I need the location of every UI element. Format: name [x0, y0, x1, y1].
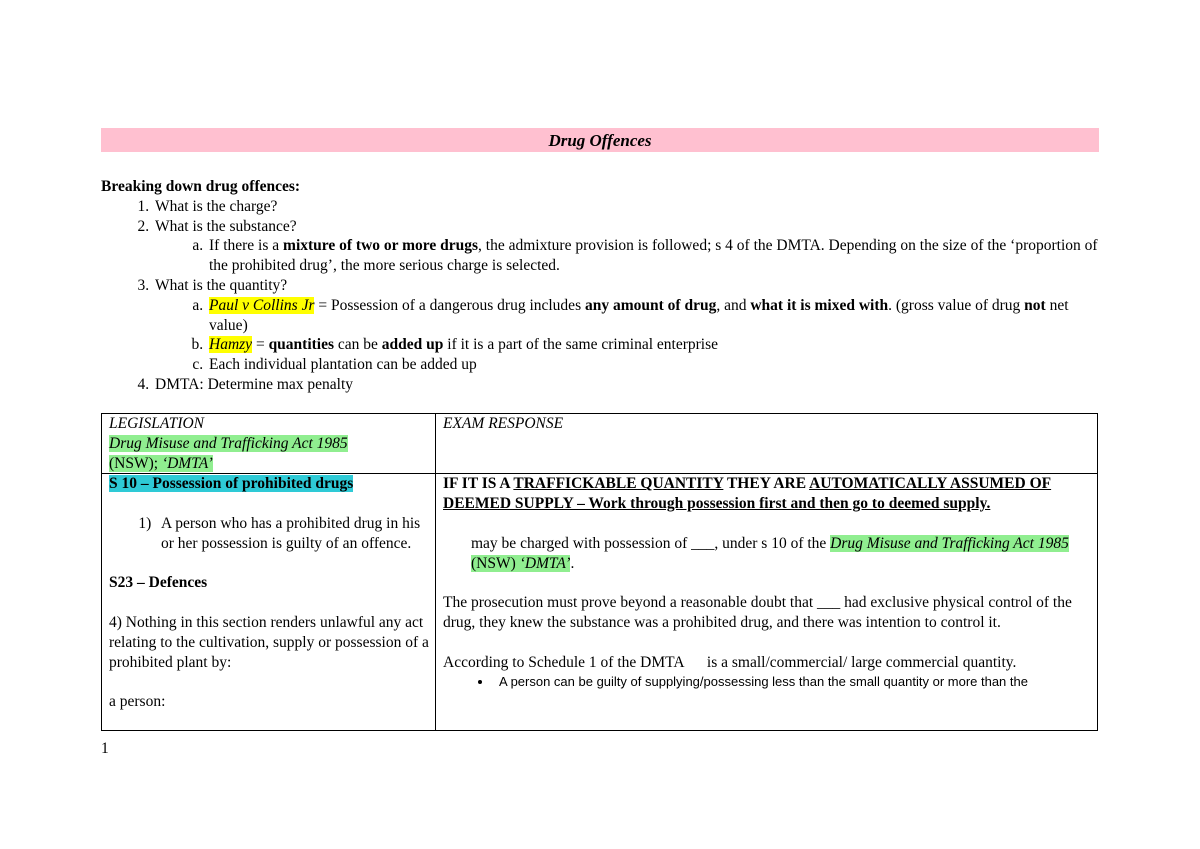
text: ‘DMTA’ — [161, 454, 213, 472]
steps-list — [101, 197, 1101, 395]
text: (NSW) — [471, 554, 520, 572]
step-substance: What is the substance? — [155, 217, 297, 235]
case-name-highlight: Hamzy — [209, 336, 253, 354]
section-23-heading: S23 – Defences — [109, 574, 208, 592]
bold-text: mixture of two or more drugs — [283, 237, 479, 255]
page-number: 1 — [101, 740, 109, 757]
charge-paragraph — [443, 534, 1091, 574]
text: . (gross value of drug — [888, 296, 1025, 314]
act-name-highlight: Drug Misuse and Trafficking Act 1985 — [109, 434, 348, 452]
list-item — [207, 296, 1101, 336]
list-item: 1. A person who has a prohibited drug in his or her possession is guilty of an offence. — [159, 514, 429, 554]
list-item: • A person can be guilty of supplying/possessing less than the small quantity or more than the — [493, 672, 1091, 692]
legislation-body-cell — [102, 474, 436, 731]
list-item — [207, 335, 1101, 355]
act-suffix — [471, 555, 570, 572]
bold-text: any amount of drug — [584, 296, 717, 314]
text: ‘DMTA’ — [519, 554, 571, 572]
text: , the admixture provision is followed; s 4 of the DMTA. Depending on the size of the ‘proportion of the prohibited drug’, the more serious charge is selected. — [209, 237, 1098, 275]
quantity-sublist — [155, 296, 1101, 375]
section-23-person: a person: — [109, 693, 166, 711]
text: if it is a part of the same criminal enterprise — [443, 336, 719, 354]
prosecution-paragraph: The prosecution must prove beyond a reasonable doubt that ___ had exclusive physical control of the drug, they knew the substance was a prohibited drug, and there was intention to control it. — [443, 594, 1072, 631]
spacer — [443, 514, 1091, 534]
section-10-heading: S 10 – Possession of prohibited drugs — [109, 475, 354, 493]
step-penalty: DMTA: Determine max penalty — [155, 375, 354, 393]
schedule-paragraph: According to Schedule 1 of the DMTA is a small/commercial/ large commercial quantity. — [443, 653, 1017, 671]
spacer — [109, 554, 429, 574]
bold-text: what it is mixed with — [750, 296, 889, 314]
list-item — [153, 217, 1101, 276]
text: . — [570, 554, 575, 572]
table-header-row — [102, 414, 1098, 474]
list-item — [207, 236, 1101, 276]
intro-section — [101, 177, 1101, 395]
underlined-text: TRAFFICKABLE QUANTITY — [513, 475, 724, 493]
spacer — [443, 573, 1091, 593]
spacer — [443, 633, 1091, 653]
act-suffix — [109, 455, 213, 472]
text: (NSW); — [109, 454, 162, 472]
spacer — [109, 593, 429, 613]
deemed-supply-paragraph — [443, 474, 1091, 514]
substance-sublist — [155, 236, 1101, 276]
text: , and — [716, 296, 751, 314]
act-name-highlight: Drug Misuse and Trafficking Act 1985 — [830, 534, 1069, 552]
text: = Possession of a dangerous drug includes — [314, 296, 585, 314]
legislation-header: LEGISLATION — [109, 415, 205, 432]
step-quantity: What is the quantity? — [155, 276, 288, 294]
legislation-table — [101, 413, 1098, 731]
list-item — [207, 355, 1101, 375]
exam-response-header: EXAM RESPONSE — [443, 415, 564, 432]
text: can be — [334, 336, 382, 354]
text: may be charged with possession of ___, under s 10 of the — [471, 534, 831, 552]
section-10-list — [109, 514, 429, 554]
bold-text: added up — [381, 336, 444, 354]
case-name-highlight: Paul v Collins Jr — [209, 296, 315, 314]
exam-response-header-cell — [436, 414, 1098, 474]
intro-heading: Breaking down drug offences: — [101, 178, 301, 195]
schedule-bullets — [443, 672, 1091, 692]
legislation-header-cell — [102, 414, 436, 474]
cell-content — [109, 474, 429, 730]
bold-text: not — [1024, 296, 1046, 314]
spacer — [109, 672, 429, 692]
list-item — [153, 276, 1101, 375]
list-item — [153, 197, 1101, 217]
bold-text: quantities — [268, 336, 335, 354]
cell-content — [443, 474, 1091, 730]
text: Each individual plantation can be added up — [209, 356, 477, 374]
section-23-text: 4) Nothing in this section renders unlawful any act relating to the cultivation, supply or possession of a prohibited plant by: — [109, 613, 429, 671]
underlined-text: AUTOMATICALLY ASSUMED OF DEEMED SUPPLY – Work through possession first and then go to deemed supply. — [443, 475, 1052, 513]
text: = — [252, 336, 269, 354]
list-item — [153, 375, 1101, 395]
text: IF IT IS A — [443, 475, 514, 493]
step-charge: What is the charge? — [155, 197, 278, 215]
spacer — [109, 494, 429, 514]
exam-response-body-cell — [436, 474, 1098, 731]
text: net value) — [209, 296, 1069, 334]
table-body-row — [102, 474, 1098, 731]
text: If there is a — [209, 237, 284, 255]
text: THEY ARE — [723, 475, 810, 493]
document-title: Drug Offences — [101, 128, 1099, 152]
